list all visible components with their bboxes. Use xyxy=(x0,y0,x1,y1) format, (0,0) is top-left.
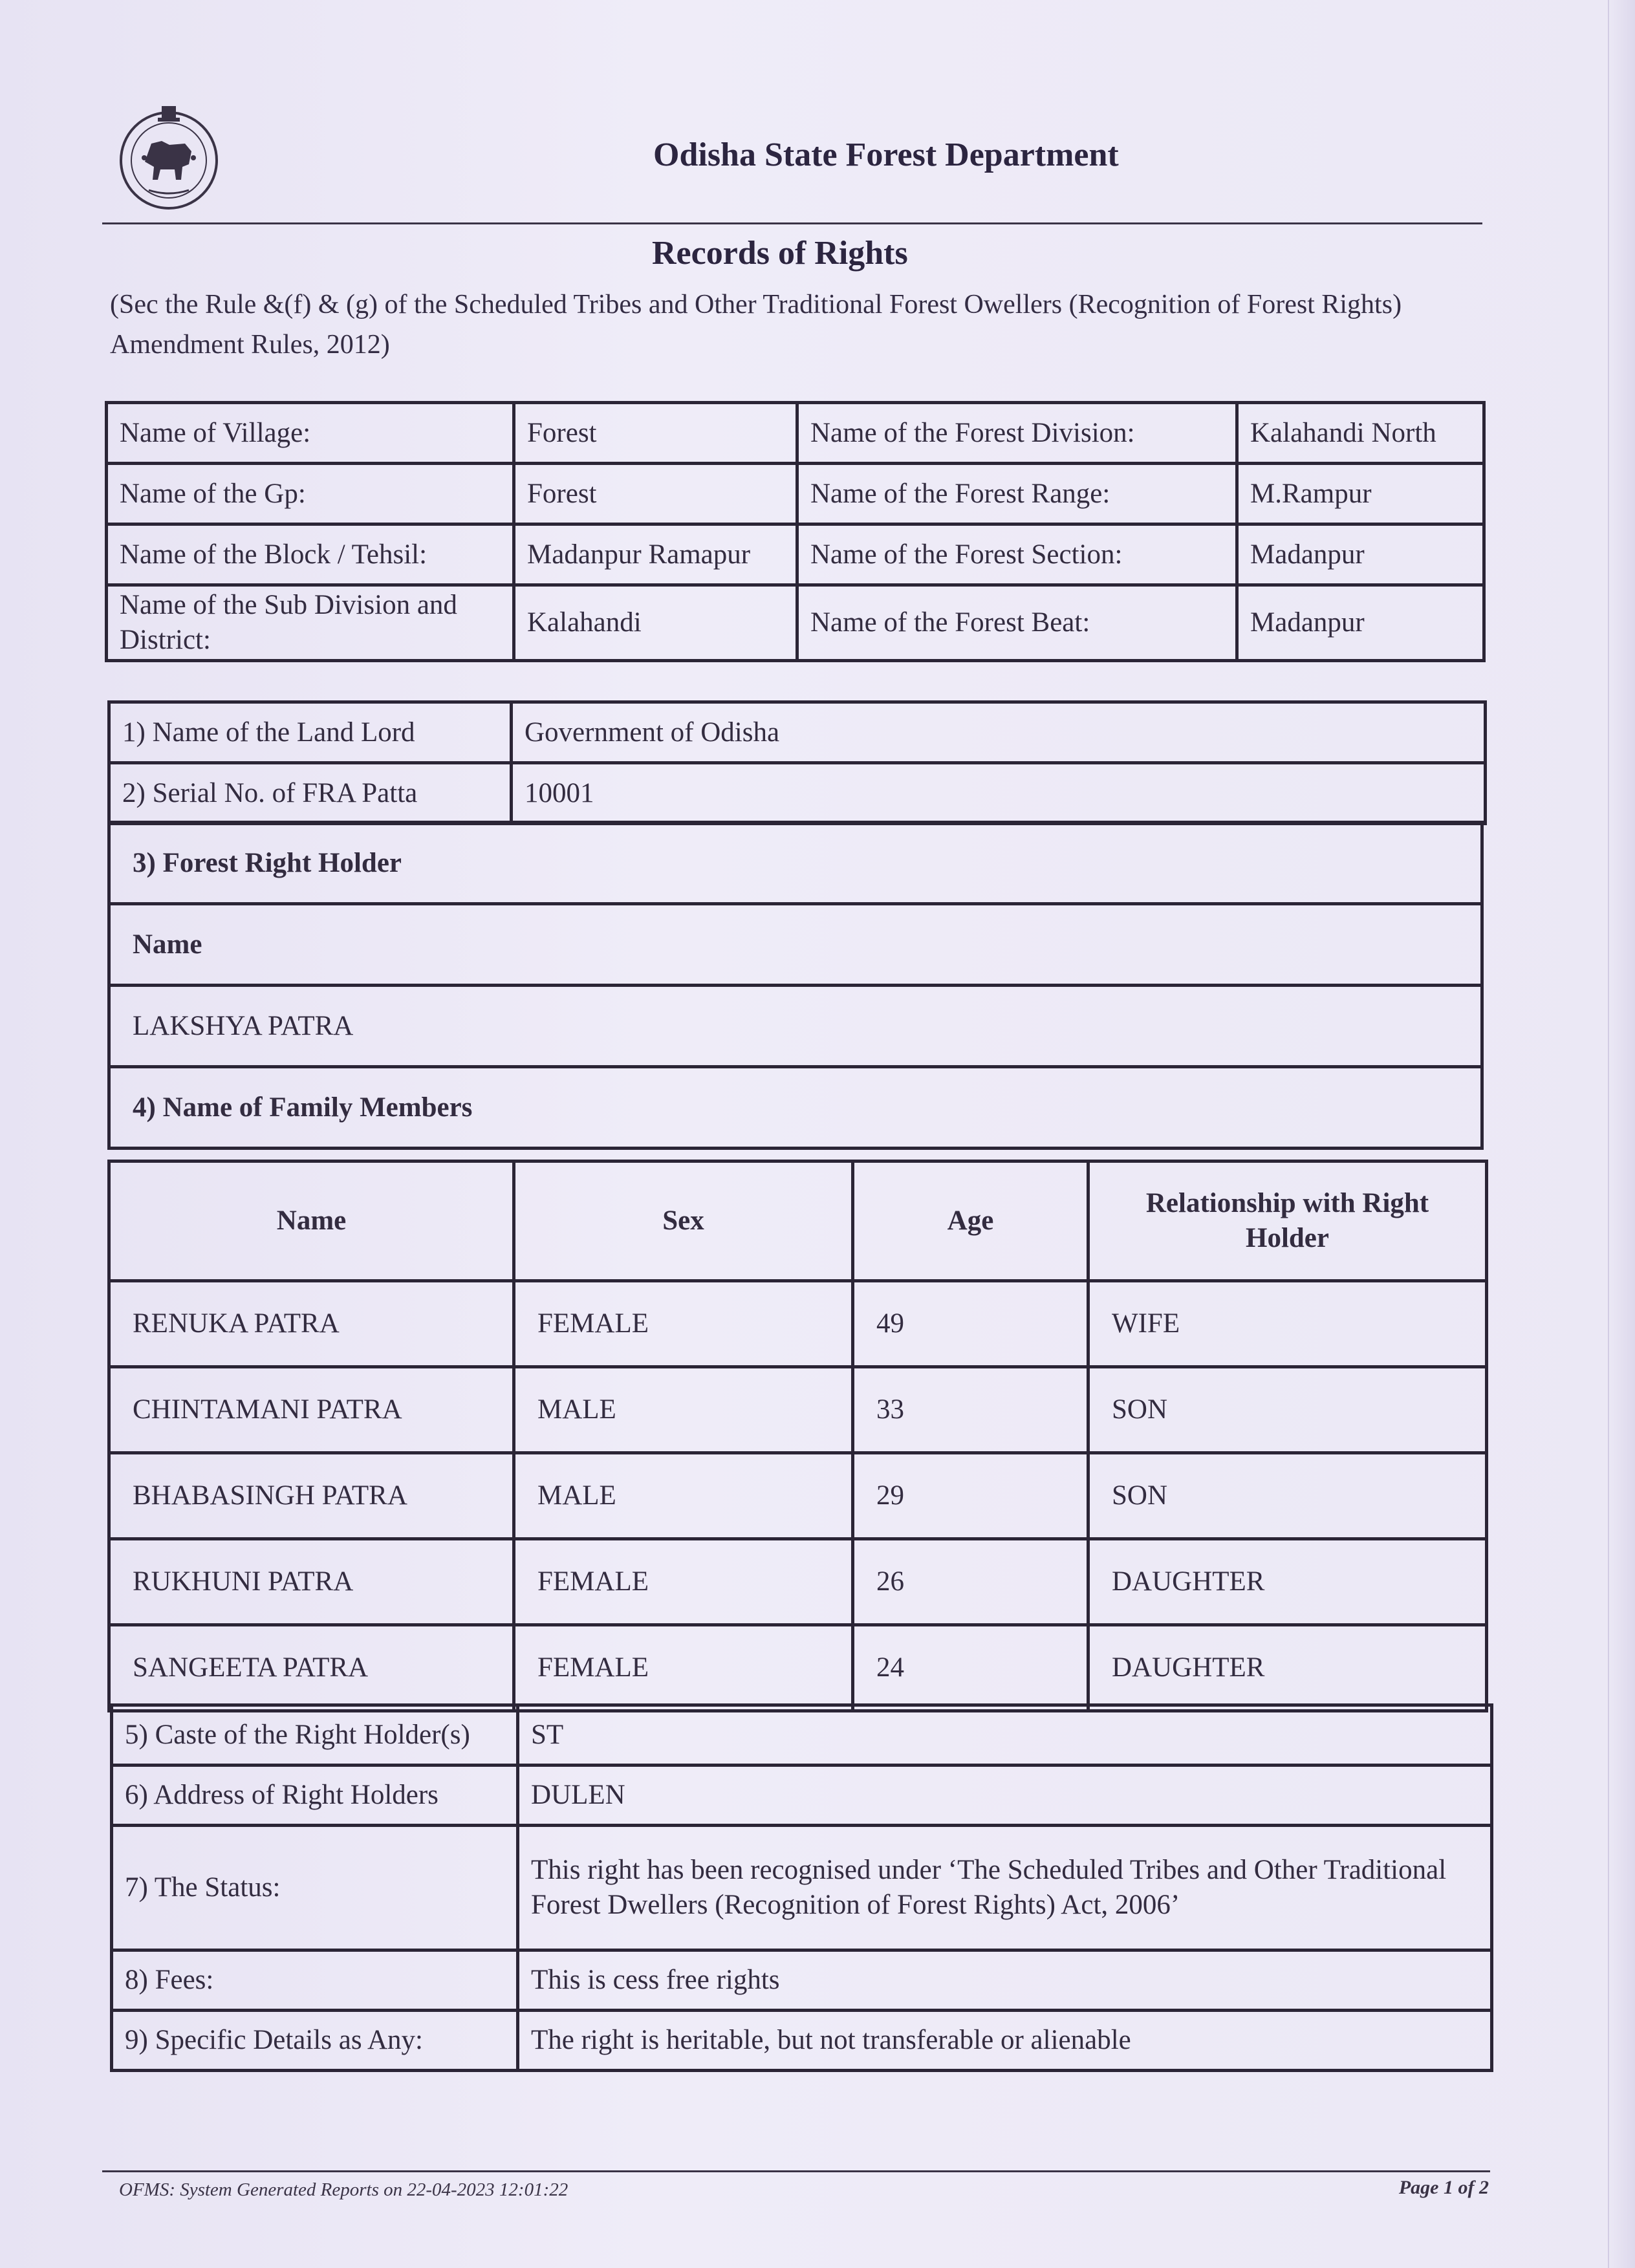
patta-table xyxy=(107,700,1487,825)
table-row xyxy=(109,823,1482,904)
details-table xyxy=(110,1703,1493,2072)
member-sex: FEMALE xyxy=(514,1539,853,1625)
subtitle-rule-reference: (Sec the Rule &(f) & (g) of the Scheduled Tribes and Other Traditional Forest Owellers (Recognition of Forest Rights) Amendment Rules, 2012) xyxy=(110,290,1402,360)
land-lord-value: Government of Odisha xyxy=(512,702,1486,763)
member-relationship: DAUGHTER xyxy=(1088,1539,1487,1625)
forest-section-value: Madanpur xyxy=(1237,524,1484,585)
status-value xyxy=(518,1826,1492,1950)
forest-beat-value: Madanpur xyxy=(1237,585,1484,661)
status-label: 7) The Status: xyxy=(112,1826,518,1950)
village-value: Forest xyxy=(514,403,797,464)
gp-label: Name of the Gp: xyxy=(107,464,514,524)
member-relationship: SON xyxy=(1088,1453,1487,1539)
sub-division-label: Name of the Sub Division and District: xyxy=(107,585,514,661)
member-age: 49 xyxy=(853,1281,1088,1367)
table-row xyxy=(112,1766,1492,1826)
serial-value: 10001 xyxy=(512,763,1486,824)
department-name: Odisha State Forest Department xyxy=(653,136,1119,173)
address-label: 6) Address of Right Holders xyxy=(112,1766,518,1826)
sub-division-value: Kalahandi xyxy=(514,585,797,661)
column-header-sex: Sex xyxy=(514,1161,853,1281)
member-relationship: SON xyxy=(1088,1367,1487,1453)
header-rule xyxy=(102,222,1482,224)
block-value: Madanpur Ramapur xyxy=(514,524,797,585)
holder-name-label: Name xyxy=(109,904,1482,986)
status-line-2: Forest Dwellers (Recognition of Forest Rights) Act, 2006’ xyxy=(531,1890,1180,1920)
member-relationship: WIFE xyxy=(1088,1281,1487,1367)
holder-table xyxy=(107,821,1484,1150)
table-row xyxy=(112,1950,1492,2011)
table-row xyxy=(109,1281,1487,1367)
table-row xyxy=(109,1453,1487,1539)
page-title: Records of Rights xyxy=(652,235,908,272)
member-name: RENUKA PATRA xyxy=(109,1281,514,1367)
forest-division-value: Kalahandi North xyxy=(1237,403,1484,464)
table-row xyxy=(112,2011,1492,2071)
member-age: 33 xyxy=(853,1367,1088,1453)
member-name: BHABASINGH PATRA xyxy=(109,1453,514,1539)
member-name: SANGEETA PATRA xyxy=(109,1625,514,1711)
forest-range-value: M.Rampur xyxy=(1237,464,1484,524)
holder-name-value: LAKSHYA PATRA xyxy=(109,986,1482,1067)
member-sex: FEMALE xyxy=(514,1625,853,1711)
forest-division-label: Name of the Forest Division: xyxy=(797,403,1237,464)
table-header-row xyxy=(109,1161,1487,1281)
member-sex: MALE xyxy=(514,1367,853,1453)
table-row xyxy=(109,702,1486,763)
family-members-table xyxy=(107,1160,1488,1712)
table-row xyxy=(109,1625,1487,1711)
forest-section-label: Name of the Forest Section: xyxy=(797,524,1237,585)
member-age: 24 xyxy=(853,1625,1088,1711)
member-sex: FEMALE xyxy=(514,1281,853,1367)
table-row xyxy=(112,1705,1492,1766)
member-name: RUKHUNI PATRA xyxy=(109,1539,514,1625)
specific-details-value: The right is heritable, but not transferable or alienable xyxy=(518,2011,1492,2071)
member-name: CHINTAMANI PATRA xyxy=(109,1367,514,1453)
table-row xyxy=(107,585,1484,661)
odisha-emblem-icon xyxy=(115,102,222,213)
fees-label: 8) Fees: xyxy=(112,1950,518,2011)
location-table xyxy=(105,401,1486,662)
member-age: 29 xyxy=(853,1453,1088,1539)
caste-value: ST xyxy=(518,1705,1492,1766)
footer-rule xyxy=(102,2170,1490,2172)
table-row xyxy=(107,403,1484,464)
village-label: Name of Village: xyxy=(107,403,514,464)
column-header-relationship: Relationship with Right Holder xyxy=(1088,1161,1487,1281)
table-row xyxy=(109,904,1482,986)
holder-section-label: 3) Forest Right Holder xyxy=(109,823,1482,904)
column-header-name: Name xyxy=(109,1161,514,1281)
forest-range-label: Name of the Forest Range: xyxy=(797,464,1237,524)
forest-beat-label: Name of the Forest Beat: xyxy=(797,585,1237,661)
serial-label: 2) Serial No. of FRA Patta xyxy=(109,763,512,824)
footer-generated-note: OFMS: System Generated Reports on 22-04-2023 12:01:22 xyxy=(119,2179,568,2200)
land-lord-label: 1) Name of the Land Lord xyxy=(109,702,512,763)
column-header-age: Age xyxy=(853,1161,1088,1281)
block-label: Name of the Block / Tehsil: xyxy=(107,524,514,585)
table-row xyxy=(107,464,1484,524)
status-line-1: This right has been recognised under ‘The Scheduled Tribes and Other Traditional xyxy=(531,1855,1447,1885)
member-age: 26 xyxy=(853,1539,1088,1625)
table-row xyxy=(109,763,1486,824)
table-row xyxy=(109,1539,1487,1625)
table-row xyxy=(109,1367,1487,1453)
member-sex: MALE xyxy=(514,1453,853,1539)
gp-value: Forest xyxy=(514,464,797,524)
table-row xyxy=(109,1067,1482,1149)
address-value: DULEN xyxy=(518,1766,1492,1826)
member-relationship: DAUGHTER xyxy=(1088,1625,1487,1711)
table-row xyxy=(112,1826,1492,1950)
caste-label: 5) Caste of the Right Holder(s) xyxy=(112,1705,518,1766)
family-section-label: 4) Name of Family Members xyxy=(109,1067,1482,1149)
fees-value: This is cess free rights xyxy=(518,1950,1492,2011)
specific-details-label: 9) Specific Details as Any: xyxy=(112,2011,518,2071)
table-row xyxy=(109,986,1482,1067)
footer-page-number: Page 1 of 2 xyxy=(1398,2177,1489,2198)
paper-edge xyxy=(1608,0,1635,2268)
table-row xyxy=(107,524,1484,585)
